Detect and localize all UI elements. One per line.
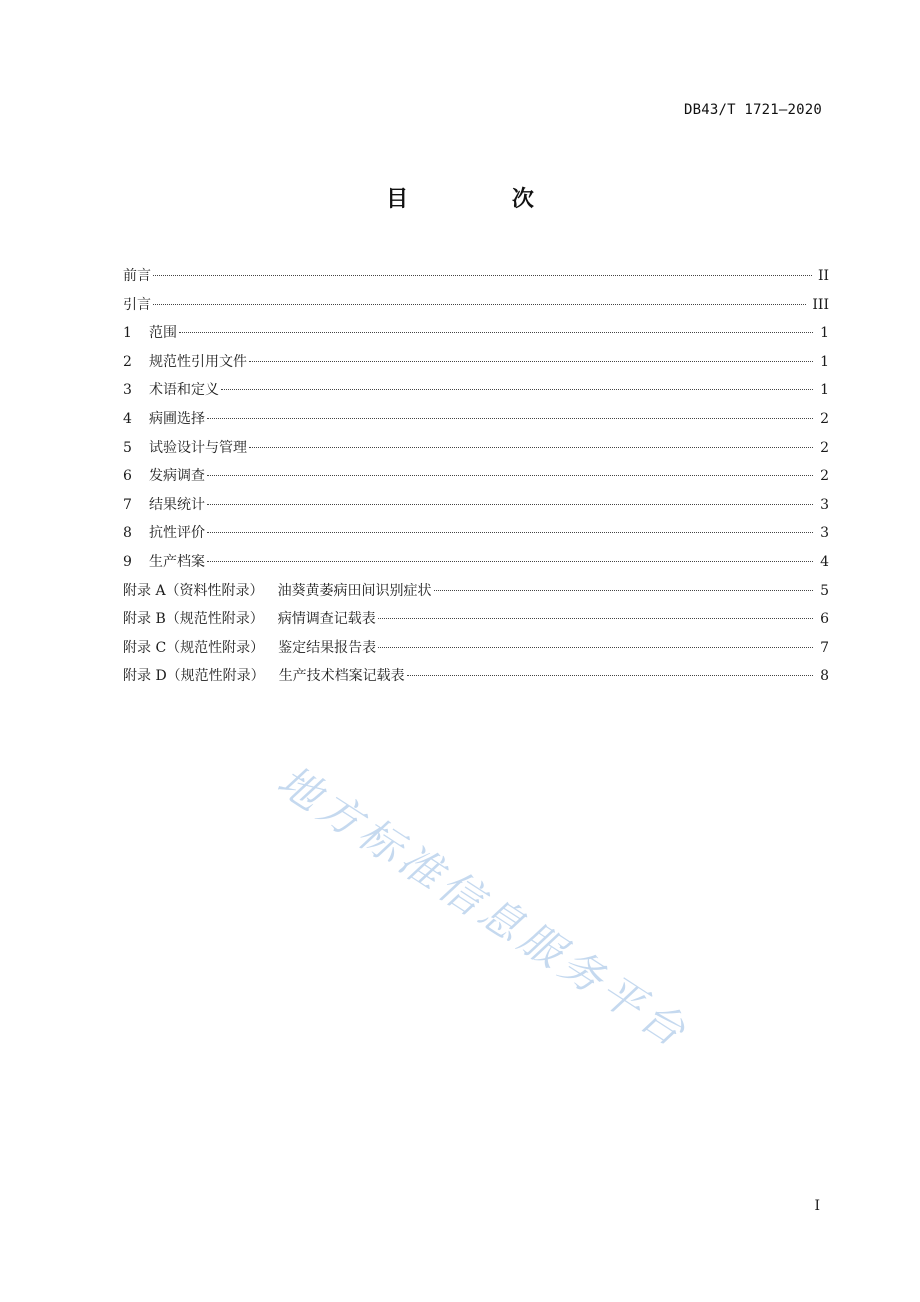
page-title: 目 次 (386, 187, 582, 212)
page-number: I (814, 1198, 820, 1214)
toc-entry-page: 8 (820, 668, 829, 685)
toc-leader-dots (207, 561, 813, 562)
document-code: DB43/T 1721—2020 (683, 102, 822, 118)
toc-entry-appendix-prefix: 附录 D（规范性附录） (123, 668, 265, 685)
toc-leader-dots (221, 389, 813, 390)
toc-entry-page: 2 (820, 439, 829, 456)
toc-leader-dots (378, 618, 813, 619)
toc-leader-dots (407, 675, 813, 676)
toc-leader-dots (207, 475, 813, 476)
toc-entry-resistance-evaluation[interactable] (123, 519, 829, 548)
toc-entry-label: 病圃选择 (149, 410, 205, 427)
toc-entry-label: 生产技术档案记载表 (278, 668, 405, 685)
toc-entry-label: 油葵黄萎病田间识别症状 (277, 582, 432, 599)
toc-entry-number: 3 (123, 382, 132, 399)
toc-entry-appendix-prefix: 附录 B（规范性附录） (123, 611, 264, 628)
toc-entry-label: 引言 (123, 296, 151, 313)
toc-entry-appendix-prefix: 附录 C（规范性附录） (123, 639, 265, 656)
toc-entry-page: 1 (820, 325, 829, 342)
toc-entry-terms-definitions[interactable] (123, 376, 829, 405)
toc-entry-page: 2 (820, 410, 829, 427)
toc-leader-dots (207, 418, 813, 419)
toc-entry-page: 3 (820, 496, 829, 513)
toc-entry-page: 4 (820, 553, 829, 570)
toc-entry-page: 6 (820, 611, 829, 628)
toc-entry-appendix-b[interactable] (123, 605, 829, 634)
toc-entry-label: 鉴定结果报告表 (278, 639, 377, 656)
toc-entry-production-records[interactable] (123, 548, 829, 577)
toc-entry-label: 试验设计与管理 (149, 439, 247, 456)
toc-leader-dots (207, 504, 813, 505)
toc-entry-number: 2 (123, 353, 132, 370)
toc-leader-dots (153, 275, 812, 276)
toc-entry-appendix-c[interactable] (123, 634, 829, 663)
toc-entry-label: 规范性引用文件 (149, 353, 247, 370)
toc-entry-page: 5 (820, 582, 829, 599)
toc-entry-label: 病情调查记载表 (277, 611, 376, 628)
toc-entry-appendix-d[interactable] (123, 662, 829, 691)
toc-entry-label: 术语和定义 (149, 382, 219, 399)
toc-entry-page: 1 (820, 353, 829, 370)
toc-entry-number: 4 (123, 410, 132, 427)
toc-entry-introduction[interactable] (123, 291, 829, 320)
toc-leader-dots (207, 532, 813, 533)
toc-leader-dots (249, 361, 813, 362)
toc-entry-result-statistics[interactable] (123, 491, 829, 520)
toc-entry-page: 2 (820, 468, 829, 485)
toc-entry-number: 5 (123, 439, 132, 456)
toc-entry-label: 发病调查 (149, 468, 205, 485)
table-of-contents (123, 262, 829, 691)
toc-leader-dots (179, 332, 813, 333)
toc-entry-appendix-prefix: 附录 A（资料性附录） (123, 582, 264, 599)
toc-leader-dots (378, 647, 813, 648)
toc-entry-page: II (817, 268, 829, 284)
toc-entry-label: 前言 (123, 268, 151, 284)
toc-entry-disease-survey[interactable] (123, 462, 829, 491)
toc-entry-label: 抗性评价 (149, 525, 205, 542)
toc-entry-appendix-a[interactable] (123, 577, 829, 606)
toc-entry-page: 7 (820, 639, 829, 656)
toc-entry-normative-references[interactable] (123, 348, 829, 377)
toc-entry-number: 8 (123, 525, 132, 542)
toc-entry-label: 生产档案 (149, 553, 205, 570)
toc-entry-number: 7 (123, 496, 132, 513)
toc-entry-label: 范围 (149, 325, 177, 342)
watermark: 地方标准信息服务平台 (269, 755, 699, 1059)
toc-entry-number: 6 (123, 468, 132, 485)
toc-entry-page: 3 (820, 525, 829, 542)
toc-leader-dots (434, 590, 813, 591)
toc-entry-nursery-selection[interactable] (123, 405, 829, 434)
toc-entry-foreword[interactable] (123, 262, 829, 291)
toc-entry-page: III (812, 296, 829, 313)
toc-entry-page: 1 (820, 382, 829, 399)
toc-entry-number: 1 (123, 325, 132, 342)
toc-entry-scope[interactable] (123, 319, 829, 348)
toc-entry-number: 9 (123, 553, 132, 570)
toc-leader-dots (249, 447, 813, 448)
toc-leader-dots (153, 304, 806, 305)
toc-entry-trial-design[interactable] (123, 434, 829, 463)
toc-entry-label: 结果统计 (149, 496, 205, 513)
